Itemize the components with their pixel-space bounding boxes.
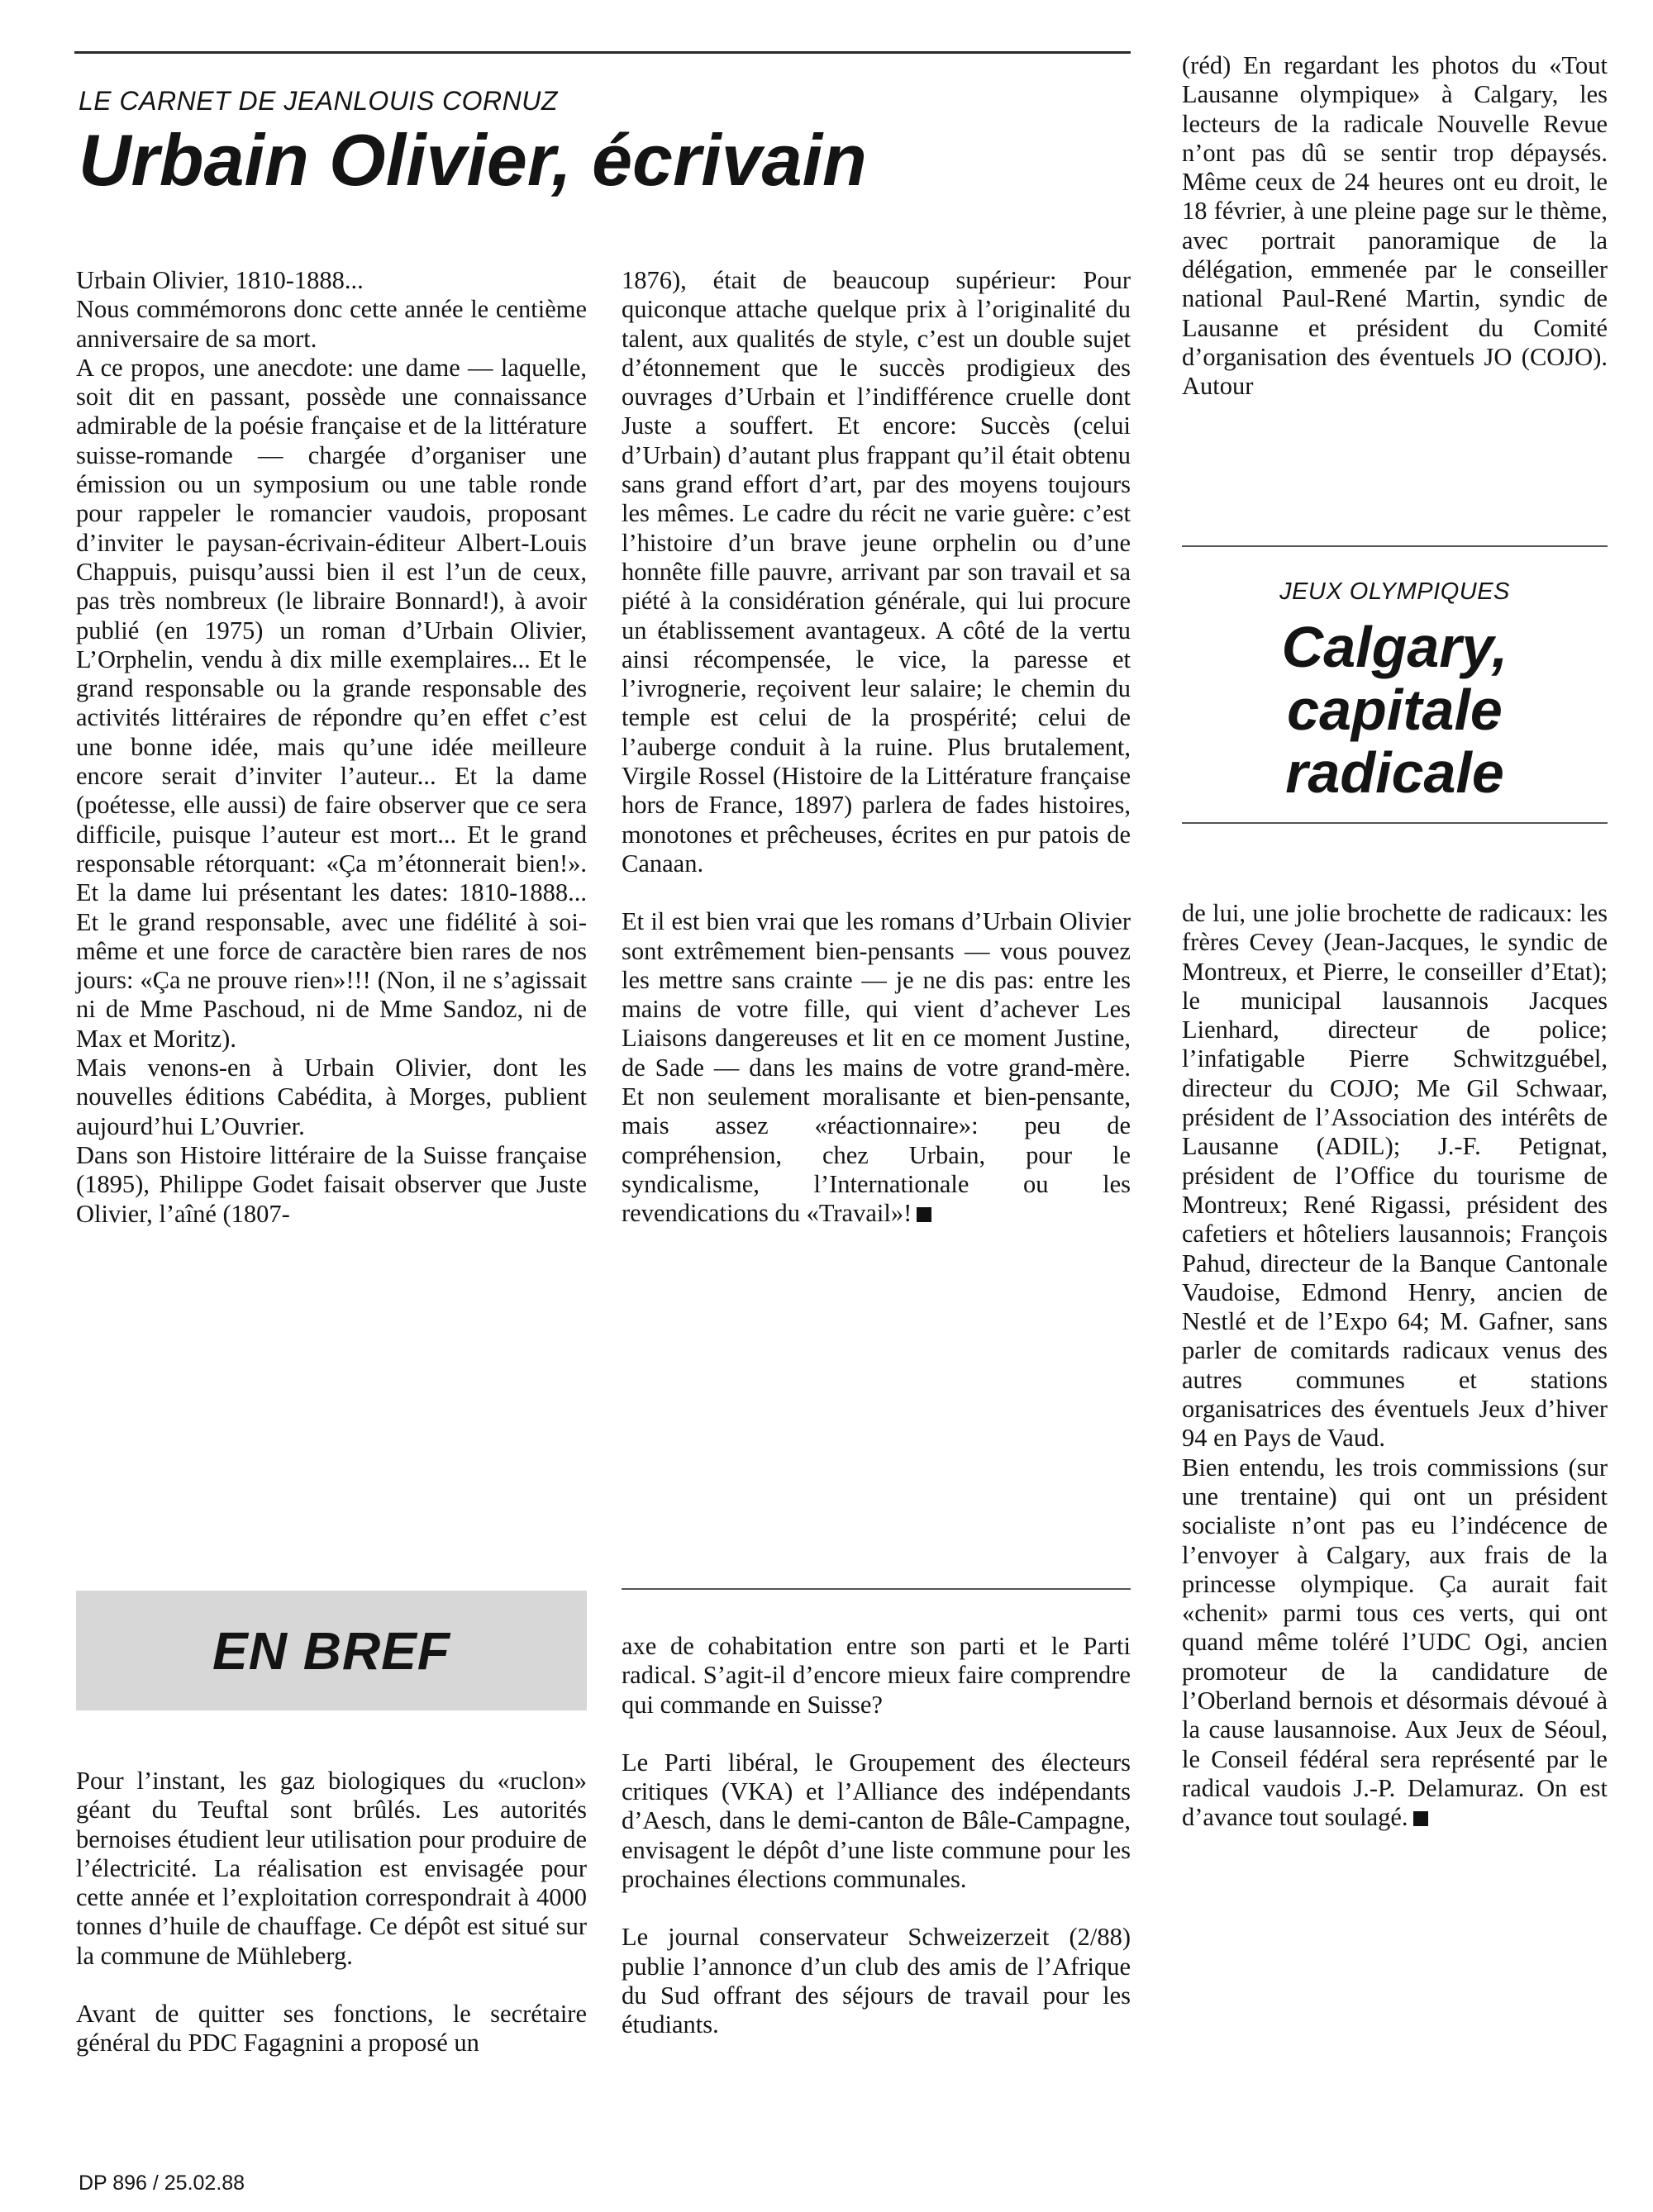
calgary-title-line: Calgary, xyxy=(1281,615,1508,679)
calgary-title-line: radicale xyxy=(1285,740,1504,805)
en-bref-column-2 xyxy=(622,1632,1131,2040)
article-column-1 xyxy=(76,266,587,1229)
calgary-rule-top xyxy=(1182,545,1608,547)
page-footer: DP 896 / 25.02.88 xyxy=(79,2172,245,2195)
end-mark xyxy=(1413,1811,1428,1826)
en-bref-heading-box xyxy=(76,1591,587,1710)
en-bref-column-1 xyxy=(76,1767,587,2058)
calgary-title xyxy=(1182,616,1608,804)
paragraph: Le journal conservateur Schweizerzeit (2/88) publie l’annonce d’un club des amis de l’Afrique du Sud offrant des séjours de travail pour les étudiants. xyxy=(622,1923,1131,2039)
paragraph xyxy=(1182,1453,1608,1833)
paragraph: Mais venons-en à Urbain Olivier, dont les nouvelles éditions Cabédita, à Morges, publient aujourd’hui L’Ouvrier. xyxy=(76,1054,587,1140)
calgary-column-bottom xyxy=(1182,899,1608,1833)
paragraph: de lui, une jolie brochette de radicaux: les frères Cevey (Jean-Jacques, le syndic de Montreux, et Pierre, le conseiller d’Etat); le municipal lausannois Jacques Lienhard, directeur de police; l’infatigable Pierre Schwitzguébel, directeur du COJO; Me Gil Schwaar, président de l’Association des intérêts de Lausanne (ADIL); J.-F. Petignat, président de l’Office du tourisme de Montreux; René Rigassi, président des cafetiers et hôteliers lausannois; François Pahud, directeur de la Banque Cantonale Vaudoise, Edmond Henry, ancien de Nestlé et de l’Expo 64; M. Gafner, sans parler de comitards radicaux venus des autres communes et stations organisatrices des éventuels Jeux d’hiver 94 en Pays de Vaud. xyxy=(1182,899,1608,1453)
paragraph: Nous commémorons donc cette année le centième anniversaire de sa mort. xyxy=(76,295,587,353)
article-kicker: LE CARNET DE JEANLOUIS CORNUZ xyxy=(79,86,558,116)
article-column-2 xyxy=(622,266,1131,1229)
article-title: Urbain Olivier, écrivain xyxy=(79,119,867,201)
paragraph: Avant de quitter ses fonctions, le secrétaire général du PDC Fagagnini a proposé un xyxy=(76,2000,587,2057)
calgary-column-top xyxy=(1182,51,1608,402)
calgary-title-line: capitale xyxy=(1287,678,1503,742)
paragraph: Urbain Olivier, 1810-1888... xyxy=(76,266,364,294)
calgary-kicker: JEUX OLYMPIQUES xyxy=(1279,578,1510,605)
paragraph: A ce propos, une anecdote: une dame — laquelle, soit dit en passant, possède une connaissance admirable de la poésie française et de la littérature suisse-romande — chargée d’organiser une émission ou un symposium ou une table ronde pour rappeler le romancier vaudois, proposant d’inviter le paysan-écrivain-éditeur Albert-Louis Chappuis, puisqu’aussi bien il est l’un de ceux, pas très nombreux (le libraire Bonnard!), à avoir publié (en 1975) un roman d’Urbain Olivier, L’Orphelin, vendu à dix mille exemplaires... Et le grand responsable ou la grande responsable des activités littéraires de répondre qu’en effet c’est une bonne idée, mais qu’une idée meilleure encore serait d’inviter l’auteur... Et la dame (poétesse, elle aussi) de faire observer que ce sera difficile, puisque l’auteur est mort... Et le grand responsable rétorquant: «Ça m’étonnerait bien!». Et la dame lui présentant les dates: 1810-1888... Et le grand responsable, avec une fidélité à soi-même et une force de caractère bien rares de nos jours: «Ça ne prouve rien»!!! (Non, il ne s’agissait ni de Mme Paschoud, ni de Mme Sandoz, ni de Max et Moritz). xyxy=(76,353,587,1053)
top-rule-left xyxy=(74,51,1131,54)
paragraph xyxy=(622,907,1131,1228)
paragraph: (réd) En regardant les photos du «Tout Lausanne olympique» à Calgary, les lecteurs de la radicale Nouvelle Revue n’ont pas dû se sentir trop dépaysés. Même ceux de 24 heures ont eu droit, le 18 février, à une pleine page sur le thème, avec portrait panoramique de la délégation, emmenée par le conseiller national Paul-René Martin, syndic de Lausanne et président du Comité d’organisation des éventuels JO (COJO). Autour xyxy=(1182,51,1608,401)
paragraph: Pour l’instant, les gaz biologiques du «ruclon» géant du Teuftal sont brûlés. Les autorités bernoises étudient leur utilisation pour produire de l’électricité. La réalisation est envisagée pour cette année et l’exploitation correspondrait à 4000 tonnes d’huile de chauffage. Ce dépôt est situé sur la commune de Mühleberg. xyxy=(76,1767,587,1970)
paragraph: Le Parti libéral, le Groupement des électeurs critiques (VKA) et l’Alliance des indépendants d’Aesch, dans le demi-canton de Bâle-Campagne, envisagent le dépôt d’une liste commune pour les prochaines élections communales. xyxy=(622,1748,1131,1894)
calgary-rule-bottom xyxy=(1182,822,1608,824)
paragraph-text: Et il est bien vrai que les romans d’Urbain Olivier sont extrêmement bien-pensants — vous pouvez les mettre sans crainte — je ne dis pas: entre les mains de votre fille, qui vient d’achever Les Liaisons dangereuses et lit en ce moment Justine, de Sade — dans les mains de votre grand-mère. Et non seulement moralisante et bien-pensante, mais assez «réactionnaire»: peu de compréhension, chez Urbain, pour le syndicalisme, l’Internationale ou les revendications du «Travail»! xyxy=(622,907,1131,1228)
paragraph: 1876), était de beaucoup supérieur: Pour quiconque attache quelque prix à l’originalité du talent, aux qualités de style, c’est un double sujet d’étonnement que le succès prodigieux des ouvrages d’Urbain et l’indifférence cruelle dont Juste a souffert. Et encore: Succès (celui d’Urbain) d’autant plus frappant qu’il était obtenu sans grand effort d’art, par des moyens toujours les mêmes. Le cadre du récit ne varie guère: c’est l’histoire d’un brave jeune orphelin ou d’une honnête fille pauvre, arrivant par son travail et sa piété à la considération générale, qui lui procure un établissement avantageux. A côté de la vertu ainsi récompensée, le vice, la paresse et l’ivrognerie, reçoivent leur salaire; le chemin du temple est celui de la prospérité; celui de l’auberge conduit à la ruine. Plus brutalement, Virgile Rossel (Histoire de la Littérature française hors de France, 1897) parlera de fades histoires, monotones et prêcheuses, écrites en pur patois de Canaan. xyxy=(622,266,1131,878)
paragraph: axe de cohabitation entre son parti et le Parti radical. S’agit-il d’encore mieux faire comprendre qui commande en Suisse? xyxy=(622,1632,1131,1719)
end-mark xyxy=(917,1207,931,1222)
paragraph-text: Bien entendu, les trois commissions (sur une trentaine) qui ont un président socialiste n’ont pas eu l’indécence de l’envoyer à Calgary, aux frais de la princesse olympique. Ça aurait fait «chenit» parmi tous ces verts, qui ont quand même toléré l’UDC Ogi, ancien promoteur de la candidature de l’Oberland bernois et désormais dévoué à la cause lausannoise. Aux Jeux de Séoul, le Conseil fédéral sera représenté par le radical vaudois J.-P. Delamuraz. On est d’avance tout soulagé. xyxy=(1182,1453,1608,1832)
en-bref-rule xyxy=(622,1588,1131,1590)
paragraph: Dans son Histoire littéraire de la Suisse française (1895), Philippe Godet faisait observer que Juste Olivier, l’aîné (1807- xyxy=(76,1140,587,1228)
en-bref-title: EN BREF xyxy=(212,1620,450,1681)
